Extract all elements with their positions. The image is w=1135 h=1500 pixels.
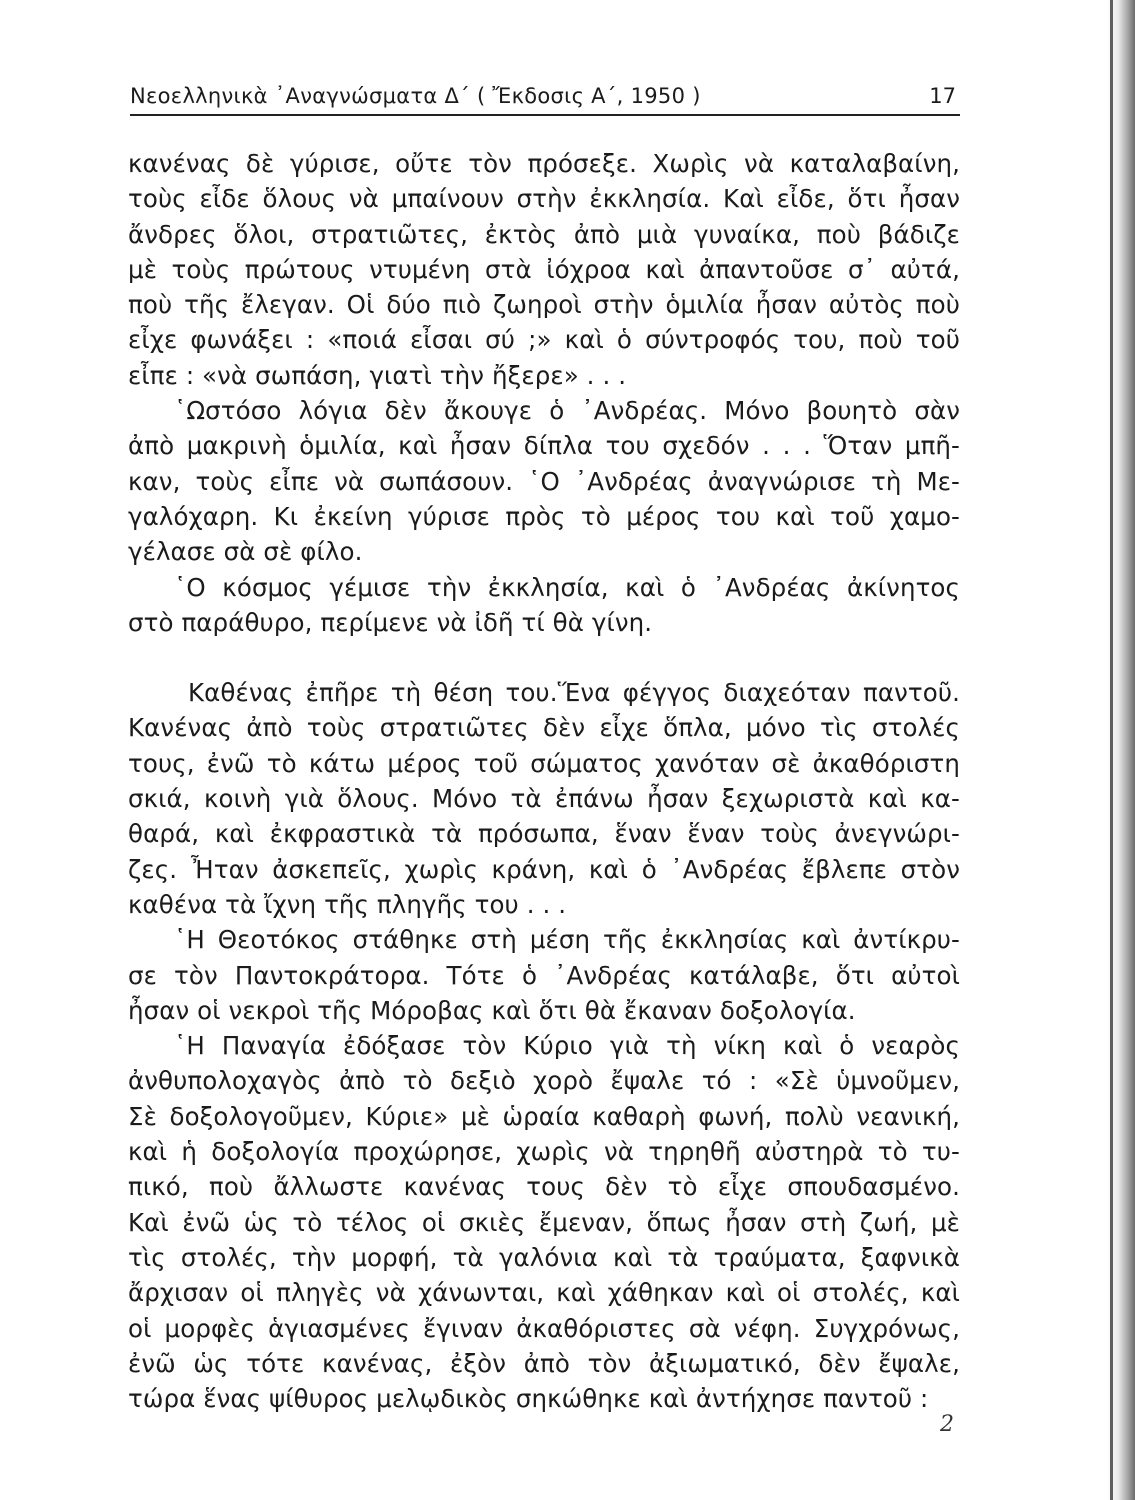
text-line: σε τὸν Παντοκράτορα. Τότε ὁ ᾿Ανδρέας κατάλαβε, ὅτι αὐτοὶ bbox=[128, 960, 960, 990]
paragraph bbox=[128, 675, 960, 922]
page-number: 17 bbox=[929, 84, 956, 108]
text-line: Καθένας ἐπῆρε τὴ θέση του.Ἕνα φέγγος διαχεόταν παντοῦ. bbox=[188, 678, 960, 708]
page-edge-line bbox=[1110, 0, 1113, 1500]
text-line: ῾Η Παναγία ἐδόξασε τὸν Κύριο γιὰ τὴ νίκη καὶ ὁ νεαρὸς bbox=[174, 1031, 960, 1061]
text-line: ἄνδρες ὅλοι, στρατιῶτες, ἐκτὸς ἀπὸ μιὰ γυναίκα, ποὺ βάδιζε bbox=[128, 219, 960, 249]
signature-mark: 2 bbox=[940, 1412, 954, 1437]
body-text bbox=[128, 146, 960, 1416]
text-line: οἱ μορφὲς ἁγιασμένες ἔγιναν ἀκαθόριστες σὰ νέφη. Συγχρόνως, bbox=[128, 1313, 960, 1343]
text-line: τώρα ἕνας ψίθυρος μελῳδικὸς σηκώθηκε καὶ ἀντήχησε παντοῦ : bbox=[128, 1384, 929, 1414]
text-line: ζες. Ἦταν ἀσκεπεῖς, χωρὶς κράνη, καὶ ὁ ᾿Ανδρέας ἔβλεπε στὸν bbox=[128, 854, 960, 884]
running-title: Νεοελληνικὰ ᾿Αναγνώσματα Δ΄ ( Ἔκδοσις Α΄, 1950 ) bbox=[130, 84, 701, 108]
text-line: ποὺ τῆς ἔλεγαν. Οἱ δύο πιὸ ζωηροὶ στὴν ὁμιλία ἦσαν αὐτὸς ποὺ bbox=[128, 290, 960, 320]
text-line: εἶχε φωνάξει : «ποιά εἶσαι σύ ;» καὶ ὁ σύντροφός του, ποὺ τοῦ bbox=[128, 325, 960, 355]
section-gap bbox=[128, 640, 960, 675]
text-line: Κανένας ἀπὸ τοὺς στρατιῶτες δὲν εἶχε ὅπλα, μόνο τὶς στολές bbox=[128, 713, 960, 743]
text-line: κανένας δὲ γύρισε, οὔτε τὸν πρόσεξε. Χωρὶς νὰ καταλαβαίνη, bbox=[128, 149, 960, 178]
text-line: γέλασε σὰ σὲ φίλο. bbox=[128, 537, 363, 567]
text-line: σκιά, κοινὴ γιὰ ὅλους. Μόνο τὰ ἐπάνω ἦσαν ξεχωριστὰ καὶ κα- bbox=[128, 784, 960, 814]
text-line: τὶς στολές, τὴν μορφή, τὰ γαλόνια καὶ τὰ τραύματα, ξαφνικὰ bbox=[128, 1242, 960, 1272]
text-line: ἄρχισαν οἱ πληγὲς νὰ χάνωνται, καὶ χάθηκαν καὶ οἱ στολές, καὶ bbox=[128, 1278, 960, 1308]
text-line: τους, ἐνῶ τὸ κάτω μέρος τοῦ σώματος χανόταν σὲ ἀκαθόριστη bbox=[128, 748, 960, 778]
text-line: στὸ παράθυρο, περίμενε νὰ ἰδῆ τί θὰ γίνη. bbox=[128, 607, 653, 637]
text-line: τοὺς εἶδε ὅλους νὰ μπαίνουν στὴν ἐκκλησία. Καὶ εἶδε, ὅτι ἦσαν bbox=[128, 184, 960, 214]
text-line: θαρά, καὶ ἐκφραστικὰ τὰ πρόσωπα, ἕναν ἕναν τοὺς ἀνεγνώρι- bbox=[128, 819, 960, 849]
page-header bbox=[130, 82, 960, 116]
paragraph bbox=[128, 393, 960, 569]
text-line: ῾Η Θεοτόκος στάθηκε στὴ μέση τῆς ἐκκλησίας καὶ ἀντίκρυ- bbox=[174, 925, 960, 955]
text-line: Σὲ δοξολογοῦμεν, Κύριε» μὲ ὡραία καθαρὴ φωνή, πολὺ νεανική, bbox=[128, 1101, 960, 1131]
text-line: καν, τοὺς εἶπε νὰ σωπάσουν. ῾Ο ᾿Ανδρέας ἀναγνώρισε τὴ Με- bbox=[128, 466, 960, 496]
text-line: πικό, ποὺ ἄλλωστε κανένας τους δὲν τὸ εἶχε σπουδασμένο. bbox=[128, 1172, 960, 1202]
text-line: ἦσαν οἱ νεκροὶ τῆς Μόροβας καὶ ὅτι θὰ ἔκαναν δοξολογία. bbox=[128, 995, 856, 1025]
text-line: καὶ ἡ δοξολογία προχώρησε, χωρὶς νὰ τηρηθῆ αὐστηρὰ τὸ τυ- bbox=[128, 1137, 960, 1167]
text-line: ἐνῶ ὡς τότε κανένας, ἐξὸν ἀπὸ τὸν ἀξιωματικό, δὲν ἔψαλε, bbox=[128, 1348, 960, 1378]
text-line: ἀνθυπολοχαγὸς ἀπὸ τὸ δεξιὸ χορὸ ἔψαλε τό : «Σὲ ὑμνοῦμεν, bbox=[128, 1066, 960, 1096]
text-line: ῾Ο κόσμος γέμισε τὴν ἐκκλησία, καὶ ὁ ᾿Ανδρέας ἀκίνητος bbox=[174, 572, 960, 602]
paragraph bbox=[128, 570, 960, 641]
text-line: ἀπὸ μακρινὴ ὁμιλία, καὶ ἦσαν δίπλα του σχεδόν . . . Ὅταν μπῆ- bbox=[128, 431, 960, 461]
text-line: ῾Ωστόσο λόγια δὲν ἄκουγε ὁ ᾿Ανδρέας. Μόνο βουητὸ σὰν bbox=[174, 396, 960, 426]
text-line: Καὶ ἐνῶ ὡς τὸ τέλος οἱ σκιὲς ἔμεναν, ὅπως ἦσαν στὴ ζωή, μὲ bbox=[128, 1207, 960, 1237]
text-line: μὲ τοὺς πρώτους ντυμένη στὰ ἰόχροα καὶ ἀπαντοῦσε σ᾿ αὐτά, bbox=[128, 254, 960, 284]
text-line: γαλόχαρη. Κι ἐκείνη γύρισε πρὸς τὸ μέρος του καὶ τοῦ χαμο- bbox=[128, 501, 960, 531]
paragraph bbox=[128, 922, 960, 1028]
paragraph bbox=[128, 146, 960, 393]
text-line: εἶπε : «νὰ σωπάση, γιατὶ τὴν ἤξερε» . . . bbox=[128, 360, 627, 390]
paragraph bbox=[128, 1028, 960, 1416]
text-line: καθένα τὰ ἴχνη τῆς πληγῆς του . . . bbox=[128, 889, 567, 919]
